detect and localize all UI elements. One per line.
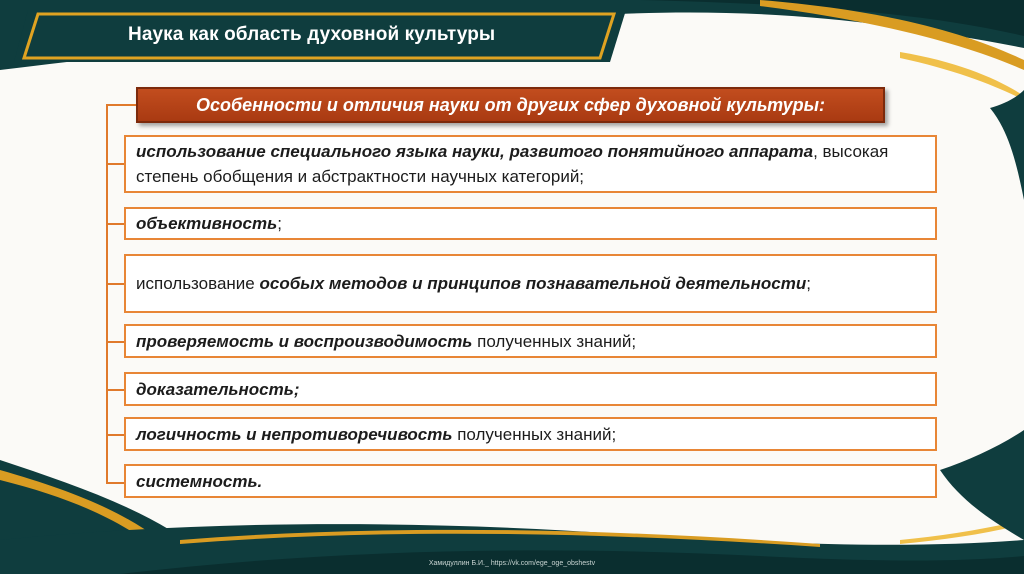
list-item xyxy=(124,254,937,313)
list-item xyxy=(124,135,937,193)
list-item xyxy=(124,207,937,240)
list-item-text: системность. xyxy=(136,471,263,491)
connector-4 xyxy=(106,341,124,343)
list-item-text: доказательность; xyxy=(136,379,300,399)
section-header-label: Особенности и отличия науки от других сфер духовной культуры: xyxy=(195,94,826,115)
connector-6 xyxy=(106,434,124,436)
list-item xyxy=(124,464,937,498)
list-item-text: использование специального языка науки, развитого понятийного аппарата, высокая степень обобщения и абстрактности научных категорий; xyxy=(136,142,889,186)
connector-top xyxy=(106,104,136,106)
list-item xyxy=(124,372,937,406)
connector-7 xyxy=(106,482,124,484)
connector-1 xyxy=(106,163,124,165)
list-item-text: объективность; xyxy=(136,214,282,233)
connector-5 xyxy=(106,389,124,391)
connector-2 xyxy=(106,223,124,225)
list-item xyxy=(124,417,937,451)
section-header xyxy=(136,87,885,123)
page-title: Наука как область духовной культуры xyxy=(128,24,496,45)
list-item-text: проверяемость и воспроизводимость полученных знаний; xyxy=(136,331,637,351)
list-item xyxy=(124,324,937,358)
footer-credit: Хамидуллин Б.И._ https://vk.com/ege_oge_obshestv xyxy=(428,560,596,567)
list-item-text: использование особых методов и принципов познавательной деятельности; xyxy=(136,274,811,293)
connector-3 xyxy=(106,283,124,285)
list-item-text: логичность и непротиворечивость полученных знаний; xyxy=(136,424,617,444)
connector-vertical xyxy=(106,104,108,484)
